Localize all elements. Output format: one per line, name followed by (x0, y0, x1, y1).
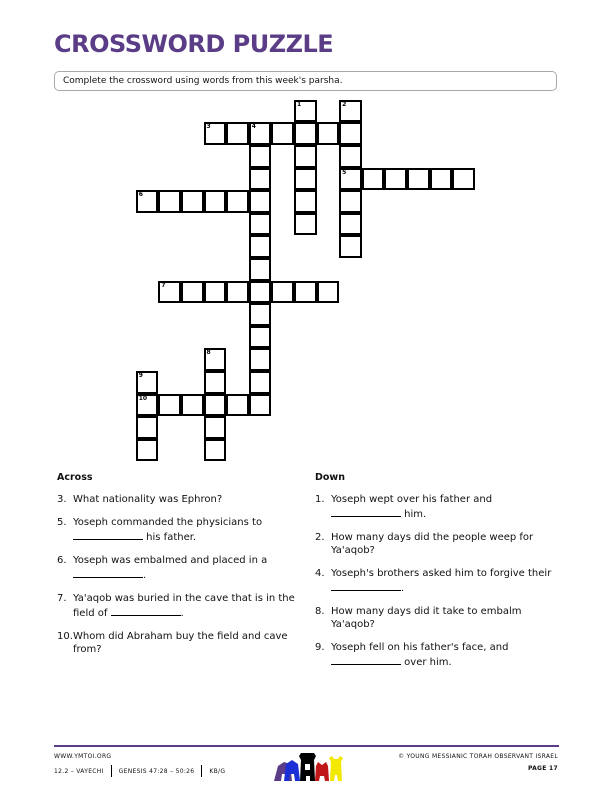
clue-item (315, 493, 555, 521)
clue-item (57, 554, 297, 582)
clue-number: 2. (315, 532, 325, 543)
clue-item (315, 641, 555, 669)
grid-cell[interactable] (339, 213, 362, 236)
grid-cell[interactable] (294, 168, 317, 191)
answer-blank (111, 605, 181, 616)
grid-cell[interactable] (249, 303, 272, 326)
grid-cell[interactable] (407, 168, 430, 191)
grid-cell[interactable] (339, 122, 362, 145)
grid-cell[interactable] (249, 168, 272, 191)
clue-number: 10 (138, 394, 148, 402)
footer-parsha: 12.2 – VAYECHI (54, 767, 104, 775)
grid-cell[interactable] (294, 190, 317, 213)
clue-text: Whom did Abraham buy the field and cave from? (73, 631, 288, 655)
grid-cell[interactable] (249, 122, 272, 145)
footer-divider (54, 745, 559, 747)
footer-code: KB/G (209, 767, 226, 775)
grid-cell[interactable] (181, 190, 204, 213)
grid-cell[interactable] (294, 213, 317, 236)
grid-cell[interactable] (136, 439, 159, 462)
clue-text: Ya'aqob was buried in the cave that is in the field of . (73, 593, 295, 619)
grid-cell[interactable] (249, 394, 272, 417)
grid-cell[interactable] (317, 122, 340, 145)
across-clues (57, 472, 297, 666)
clue-text: What nationality was Ephron? (73, 494, 223, 505)
answer-blank (331, 506, 401, 517)
grid-cell[interactable] (204, 281, 227, 304)
grid-cell[interactable] (249, 281, 272, 304)
grid-cell[interactable] (249, 213, 272, 236)
page-number: PAGE 17 (527, 765, 558, 772)
clue-number: 7 (161, 281, 166, 289)
clue-text: How many days did the people weep for Ya'aqob? (331, 532, 534, 556)
grid-cell[interactable] (181, 394, 204, 417)
clue-number: 9 (138, 371, 143, 379)
grid-cell[interactable] (249, 371, 272, 394)
clue-number: 3 (206, 123, 211, 131)
grid-cell[interactable] (384, 168, 407, 191)
grid-cell[interactable] (226, 122, 249, 145)
clue-item (57, 630, 297, 656)
footer-info (54, 765, 225, 777)
grid-cell[interactable] (271, 122, 294, 145)
ymtoi-logo-icon (270, 752, 350, 782)
grid-cell[interactable] (226, 281, 249, 304)
grid-cell[interactable] (339, 168, 362, 191)
grid-cell[interactable] (204, 439, 227, 462)
answer-blank (331, 654, 401, 665)
grid-cell[interactable] (249, 235, 272, 258)
grid-cell[interactable] (249, 145, 272, 168)
clue-text: Yoseph commanded the physicians to his father. (73, 517, 263, 543)
grid-cell[interactable] (158, 190, 181, 213)
clue-number: 5. (57, 517, 67, 528)
clue-text: Yoseph wept over his father and him. (331, 494, 493, 520)
footer-separator (201, 765, 202, 777)
clue-number: 10. (57, 631, 73, 642)
footer-reference: GENESIS 47:28 – 50:26 (118, 767, 195, 775)
grid-cell[interactable] (339, 145, 362, 168)
grid-cell[interactable] (339, 190, 362, 213)
grid-cell[interactable] (226, 190, 249, 213)
footer-copyright: © YOUNG MESSIANIC TORAH OBSERVANT ISRAEL (398, 753, 558, 760)
grid-cell[interactable] (294, 100, 317, 123)
grid-cell[interactable] (294, 145, 317, 168)
grid-cell[interactable] (158, 281, 181, 304)
across-heading: Across (57, 472, 93, 483)
grid-cell[interactable] (204, 348, 227, 371)
down-clues (315, 472, 555, 679)
grid-cell[interactable] (136, 394, 159, 417)
clue-number: 7. (57, 593, 67, 604)
grid-cell[interactable] (204, 371, 227, 394)
grid-cell[interactable] (271, 281, 294, 304)
footer-separator (111, 765, 112, 777)
grid-cell[interactable] (430, 168, 453, 191)
clue-number: 6 (138, 191, 143, 199)
grid-cell[interactable] (204, 122, 227, 145)
across-clue-list (57, 493, 297, 656)
grid-cell[interactable] (226, 394, 249, 417)
clue-number: 6. (57, 555, 67, 566)
clue-item (315, 567, 555, 595)
clue-number: 8 (206, 349, 211, 357)
grid-cell[interactable] (249, 258, 272, 281)
footer-site-link[interactable]: WWW.YMTOI.ORG (54, 753, 112, 760)
clue-item (315, 605, 555, 631)
clue-text: Yoseph's brothers asked him to forgive their . (331, 568, 552, 594)
grid-cell[interactable] (158, 394, 181, 417)
grid-cell[interactable] (339, 100, 362, 123)
clue-number: 1 (296, 100, 302, 108)
clue-number: 5 (342, 168, 347, 176)
grid-cell[interactable] (249, 348, 272, 371)
grid-cell[interactable] (452, 168, 475, 191)
answer-blank (331, 580, 401, 591)
grid-cell[interactable] (339, 235, 362, 258)
grid-cell[interactable] (136, 190, 159, 213)
down-heading: Down (315, 472, 345, 483)
grid-cell[interactable] (136, 371, 159, 394)
grid-cell[interactable] (181, 281, 204, 304)
clue-number: 3. (57, 494, 67, 505)
clue-item (57, 493, 297, 506)
grid-cell[interactable] (362, 168, 385, 191)
grid-cell[interactable] (294, 281, 317, 304)
answer-blank (73, 567, 143, 578)
grid-cell[interactable] (249, 190, 272, 213)
grid-cell[interactable] (204, 416, 227, 439)
clue-number: 1. (315, 494, 325, 505)
answer-blank (73, 529, 143, 540)
instructions-box: Complete the crossword using words from this week's parsha. (54, 71, 557, 91)
grid-cell[interactable] (204, 394, 227, 417)
clue-item (315, 531, 555, 557)
grid-cell[interactable] (317, 281, 340, 304)
clue-text: How many days did it take to embalm Ya'aqob? (331, 606, 522, 630)
clue-number: 4 (251, 123, 256, 131)
grid-cell[interactable] (136, 416, 159, 439)
clue-number: 4. (315, 568, 325, 579)
grid-cell[interactable] (204, 190, 227, 213)
down-clue-list (315, 493, 555, 669)
clue-text: Yoseph was embalmed and placed in a . (73, 555, 268, 581)
clue-number: 9. (315, 642, 325, 653)
clue-number: 2 (342, 100, 347, 108)
grid-cell[interactable] (294, 122, 317, 145)
page-title: CROSSWORD PUZZLE (54, 30, 334, 58)
grid-cell[interactable] (249, 326, 272, 349)
clue-item (57, 592, 297, 620)
clue-number: 8. (315, 606, 325, 617)
clue-text: Yoseph fell on his father's face, and over him. (331, 642, 509, 668)
clue-item (57, 516, 297, 544)
